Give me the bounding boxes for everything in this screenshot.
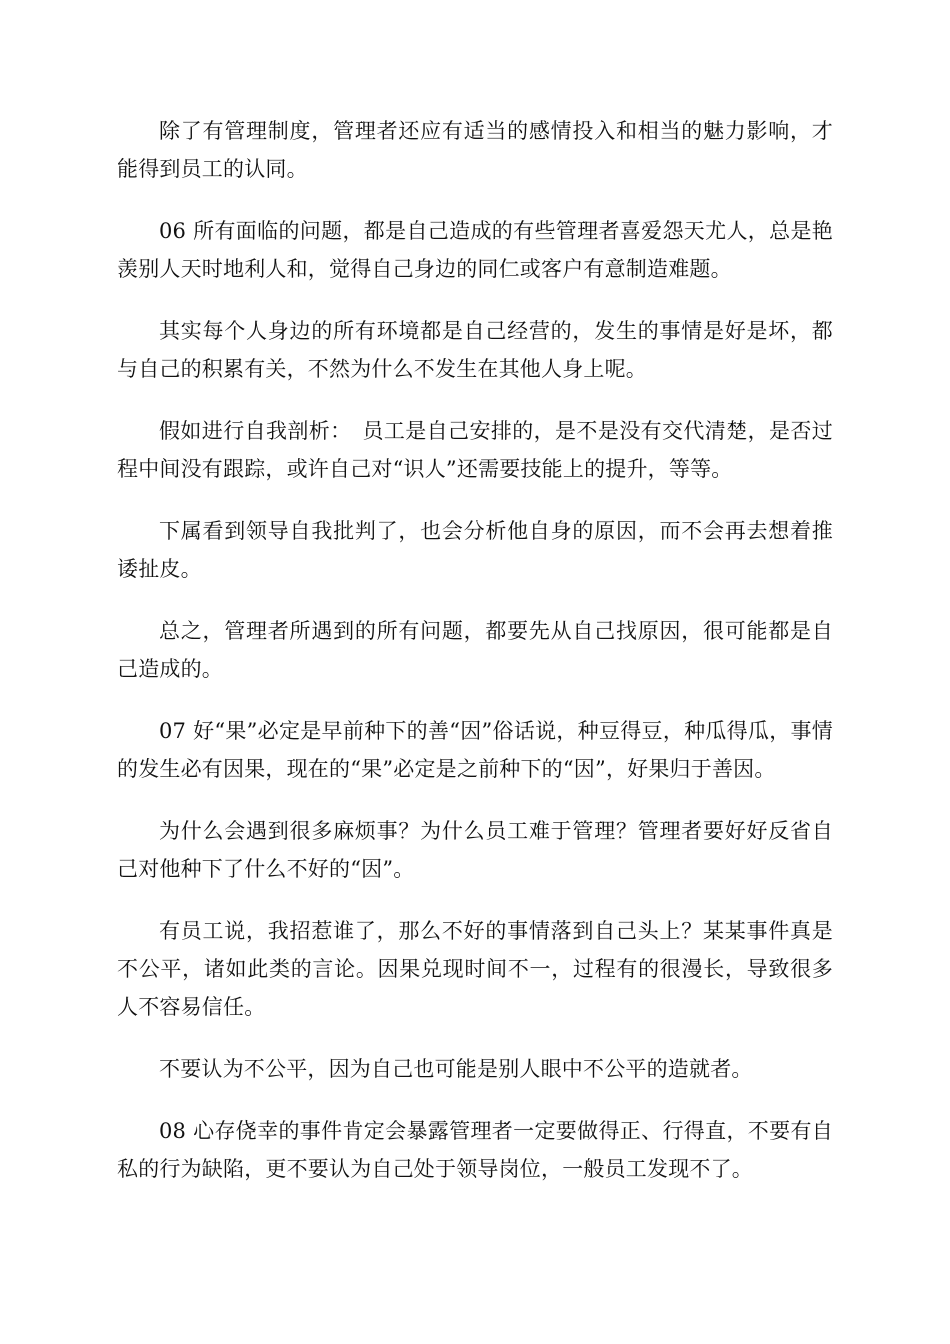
paragraph-5: 下属看到领导自我批判了，也会分析他自身的原因，而不会再去想着推诿扯皮。 <box>117 519 833 581</box>
paragraph-9: 有员工说，我招惹谁了，那么不好的事情落到自己头上？某某事件真是不公平，诸如此类的言论。因果兑现时间不一，过程有的很漫长，导致很多人不容易信任。 <box>117 919 833 1019</box>
paragraph-1: 除了有管理制度，管理者还应有适当的感情投入和相当的魅力影响，才能得到员工的认同。 <box>117 119 833 181</box>
paragraph-10: 不要认为不公平，因为自己也可能是别人眼中不公平的造就者。 <box>159 1057 753 1081</box>
paragraph-4: 假如进行自我剖析： 员工是自己安排的，是不是没有交代清楚，是否过程中间没有跟踪，或许自己对“识人”还需要技能上的提升，等等。 <box>117 419 833 481</box>
paragraph-8: 为什么会遇到很多麻烦事？为什么员工难于管理？管理者要好好反省自己对他种下了什么不好的“因”。 <box>117 819 833 881</box>
paragraph-11: 08 心存侥幸的事件肯定会暴露管理者一定要做得正、行得直，不要有自私的行为缺陷，更不要认为自己处于领导岗位，一般员工发现不了。 <box>117 1119 833 1181</box>
document-body <box>117 112 833 1212</box>
paragraph-3: 其实每个人身边的所有环境都是自己经营的，发生的事情是好是坏，都与自己的积累有关，不然为什么不发生在其他人身上呢。 <box>117 319 833 381</box>
paragraph-2: 06 所有面临的问题，都是自己造成的有些管理者喜爱怨天尤人，总是艳羡别人天时地利人和，觉得自己身边的同仁或客户有意制造难题。 <box>117 219 833 281</box>
paragraph-7: 07 好“果”必定是早前种下的善“因”俗话说，种豆得豆，种瓜得瓜，事情的发生必有因果，现在的“果”必定是之前种下的“因”，好果归于善因。 <box>117 719 833 781</box>
paragraph-6: 总之，管理者所遇到的所有问题，都要先从自己找原因，很可能都是自己造成的。 <box>117 619 833 681</box>
